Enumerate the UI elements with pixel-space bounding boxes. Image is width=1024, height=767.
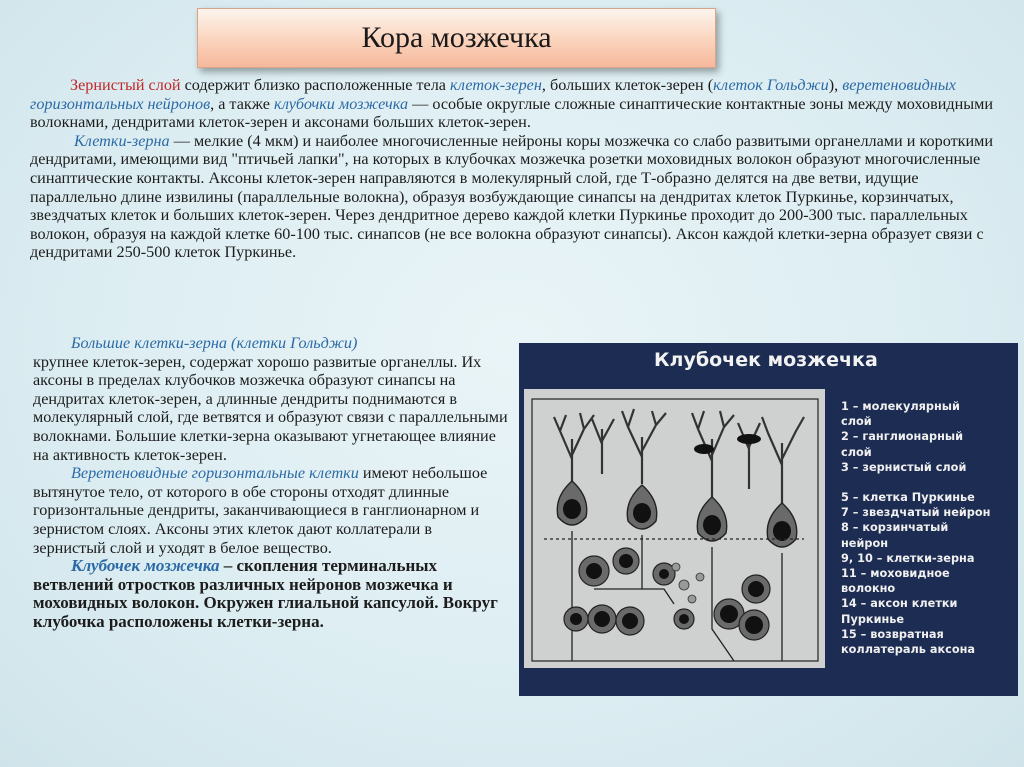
legend-line: слой bbox=[841, 445, 872, 459]
text-span: — мелкие (4 мкм) и наиболее многочисленные нейроны коры мозжечка со слабо развитыми органеллами и короткими дендритами, имеющими вид "птичьей лапки", на которых в клубочках мозжечка розетки моховидных волокон образуют многочисленные синаптические контакты. Аксоны клеток-зерен направляются в молекулярный слой, где Т-образно делятся на две ветви, идущие параллельно длине извилины (параллельные волокна), образуя возбуждающие синапсы на дендритах клеток Пуркинье, корзинчатых, звездчатых клеток и больших клеток-зерен. Через дендритное дерево каждой клетки Пуркинье проходит до 200-300 тыс. параллельных волокон, образуя на каждой клетке 60-100 тыс. синапсов (не все волокна образуют синапсы). Аксон каждой клетки-зерна образует связи с дендритами 250-500 клеток Пуркинье. bbox=[30, 131, 994, 262]
term-fusiform-heading: Веретеновидные горизонтальные клетки bbox=[71, 464, 359, 483]
neuron-sketch bbox=[524, 389, 825, 668]
slide-title-box bbox=[197, 8, 716, 68]
legend-line: 14 – аксон клетки bbox=[841, 597, 958, 611]
text-span: крупнее клеток-зерен, содержат хорошо развитые органеллы. Их аксоны в пределах клубочков мозжечка образуют синапсы на дендритах клеток-зерен, а длинные дендриты поднимаются в молекулярный слой, где ветвятся и образуют связи с параллельными волокнами. Большие клетки-зерна оказывают угнетающее влияние на активность клеток-зерен. bbox=[33, 352, 508, 464]
left-column-text bbox=[33, 334, 508, 632]
legend-line: 1 – молекулярный bbox=[841, 400, 960, 413]
legend-line: 11 – моховидное bbox=[841, 567, 950, 581]
legend-line: 5 – клетка Пуркинье bbox=[841, 491, 975, 505]
legend-line bbox=[841, 475, 990, 490]
legend-line: нейрон bbox=[841, 536, 889, 550]
text-span: ), bbox=[828, 76, 843, 94]
legend-line: волокно bbox=[841, 582, 896, 596]
term-golgi-cells: клеток Гольджи bbox=[713, 76, 829, 94]
text-span: , а также bbox=[210, 94, 274, 113]
text-span: содержит близко расположенные тела bbox=[180, 76, 451, 94]
glomerulus-figure bbox=[519, 343, 1018, 696]
legend-line: слой bbox=[841, 415, 872, 429]
text-span: имеют небольшое вытянутое тело, от которого в обе стороны отходят длинные горизонтальные дендриты, заканчивающиеся в ганглионарном и зернистом слоях. Аксоны этих клеток дают коллатерали в зернистый слой и уходят в белое вещество. bbox=[33, 464, 488, 557]
top-paragraph bbox=[30, 76, 1002, 262]
term-granular-layer: Зернистый слой bbox=[70, 76, 181, 94]
fusiform-paragraph bbox=[33, 464, 508, 557]
legend-line: 7 – звездчатый нейрон bbox=[841, 506, 991, 520]
term-glomerulus-heading: Клубочек мозжечка bbox=[71, 556, 220, 576]
legend-line: Пуркинье bbox=[841, 612, 905, 626]
glomerulus-paragraph bbox=[33, 557, 508, 631]
figure-legend bbox=[841, 399, 990, 657]
term-granule-cells-2: Клетки-зерна bbox=[74, 131, 170, 150]
text-span: , больших клеток-зерен ( bbox=[541, 76, 714, 94]
term-granule-cells: клеток-зерен bbox=[450, 76, 542, 94]
term-golgi-heading: Большие клетки-зерна (клетки Гольджи) bbox=[71, 334, 358, 352]
golgi-paragraph bbox=[33, 334, 508, 464]
legend-line: 3 – зернистый слой bbox=[841, 460, 967, 474]
legend-line: 15 – возвратная bbox=[841, 627, 944, 641]
legend-line: 9, 10 – клетки-зерна bbox=[841, 551, 975, 565]
cerebellum-cortex-illustration bbox=[524, 389, 825, 668]
legend-line: 2 – ганглионарный bbox=[841, 430, 964, 444]
legend-line: коллатераль аксона bbox=[841, 643, 976, 657]
figure-title: Клубочек мозжечка bbox=[654, 349, 878, 371]
term-glomeruli: клубочки мозжечка bbox=[273, 94, 409, 113]
legend-line: 8 – корзинчатый bbox=[841, 521, 949, 535]
term-fusiform-neurons: веретеновидных горизонтальных нейронов bbox=[30, 76, 956, 113]
text-span: — особые округлые сложные синаптические контактные зоны между моховидными волокнами, дендритами клеток-зерен и аксонами больших клеток-зерен. bbox=[30, 94, 994, 132]
slide-title: Кора мозжечка bbox=[361, 21, 552, 54]
text-span: – скопления терминальных ветвлений отростков различных нейронов мозжечка и моховидных волокон. Окружен глиальной капсулой. Вокруг клубочка расположены клетки-зерна. bbox=[33, 556, 498, 631]
